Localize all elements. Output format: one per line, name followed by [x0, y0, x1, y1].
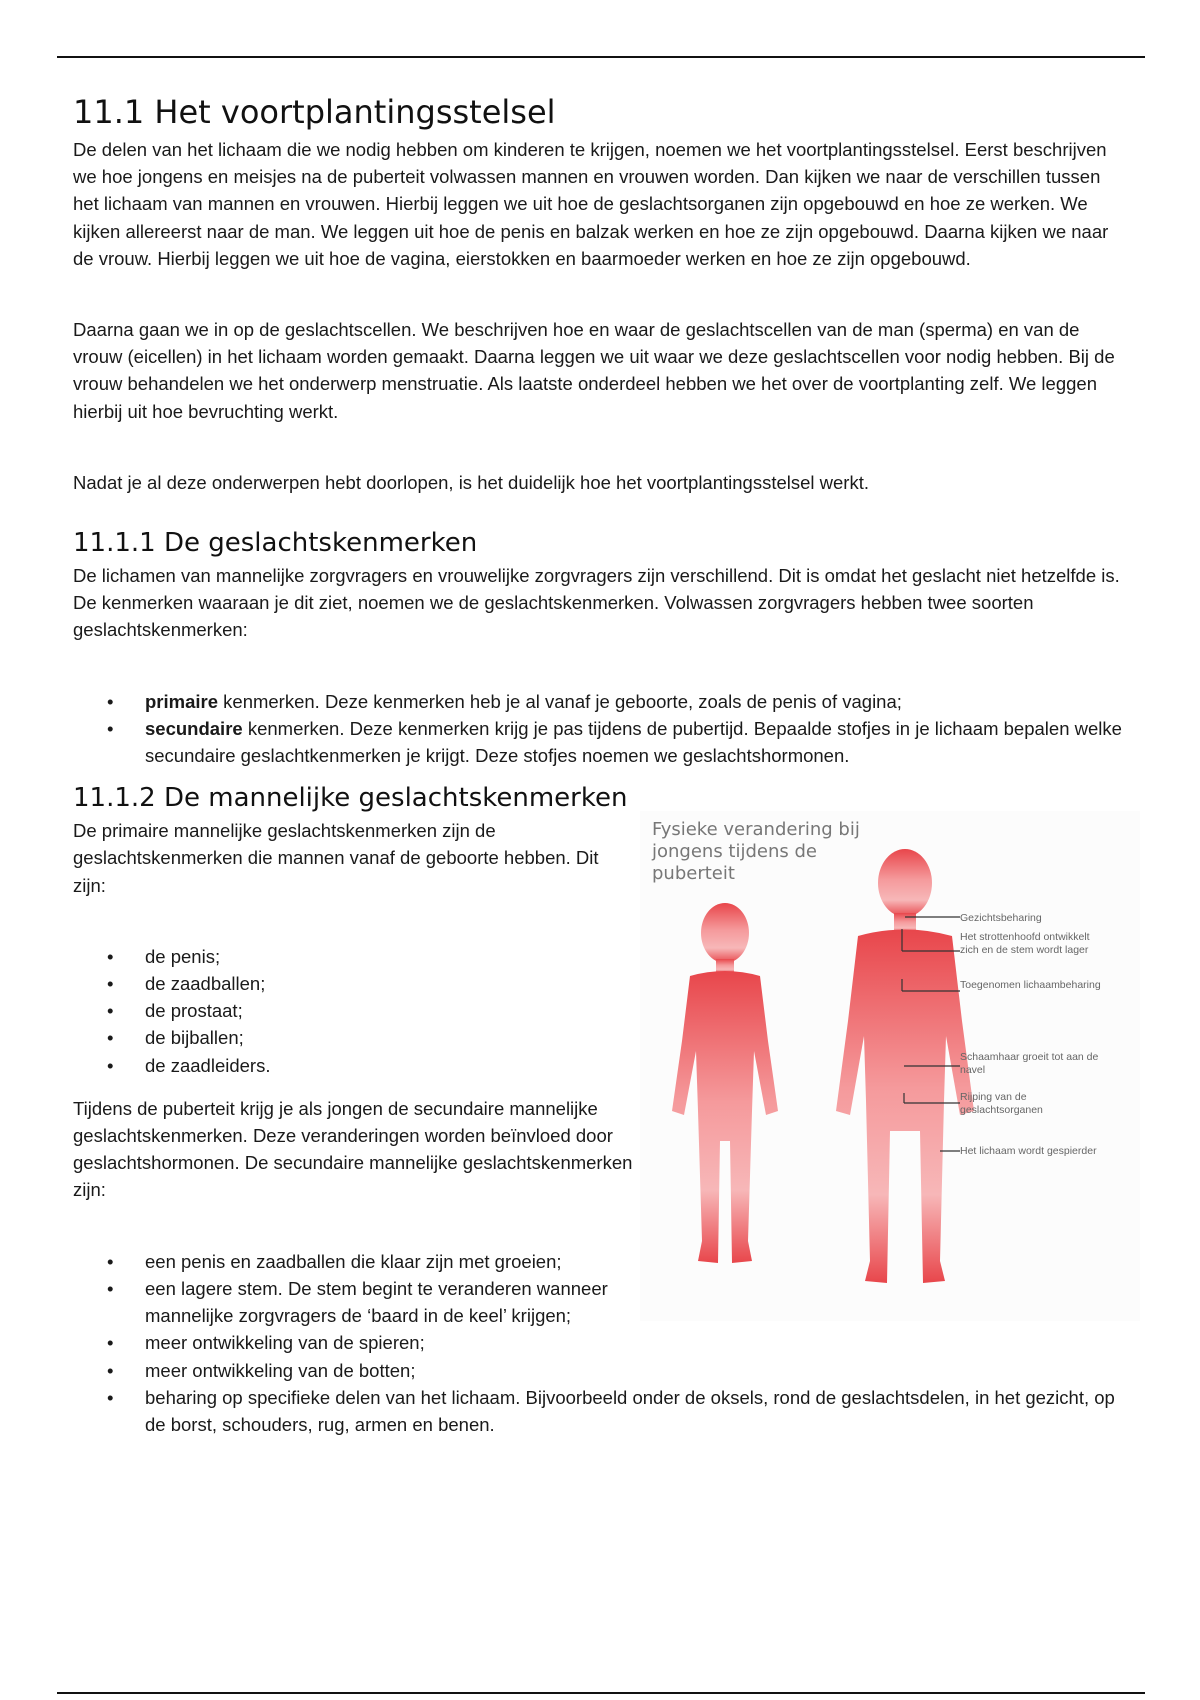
kenmerken-list — [73, 688, 1123, 770]
section-title: 11.1 Het voortplantingsstelsel — [73, 93, 556, 131]
paragraph-intro: De delen van het lichaam die we nodig hebben om kinderen te krijgen, noemen we het voortplantingsstelsel. Eerst beschrijven we hoe jongens en meisjes na de puberteit volwassen mannen en vrouwen worden. Dan kijken we naar de verschillen tussen het lichaam van mannen en vrouwen. Hierbij leggen we uit hoe de geslachtsorganen zijn opgebouwd en hoe ze werken. We kijken allereerst naar de man. We leggen uit hoe de penis en balzak werken en hoe ze zijn opgebouwd. Daarna kijken we naar de vrouw. Hierbij leggen we uit hoe de vagina, eierstokken en baarmoeder werken en hoe ze zijn opgebouwd. — [73, 139, 1109, 269]
bold-term: secundaire — [145, 717, 243, 739]
subsection-title-1: 11.1.1 De geslachtskenmerken — [73, 528, 478, 559]
annotation-label: Het strottenhoofd ontwikkelt zich en de stem wordt lager — [960, 931, 1090, 957]
list-item: • de zaadleiders. — [73, 1052, 633, 1079]
puberty-figure — [640, 811, 1140, 1321]
paragraph-primaire: De primaire mannelijke geslachtskenmerken zijn de geslachtskenmerken die mannen vanaf de geboorte hebben. Dit zijn: — [73, 820, 599, 896]
list-item: • beharing op specifieke delen van het lichaam. Bijvoorbeeld onder de oksels, rond de geslachtsdelen, in het gezicht, op de borst, schouders, rug, armen en benen. — [73, 1384, 1125, 1438]
boy-figure — [672, 903, 778, 1263]
two-column-block — [73, 817, 1123, 1438]
bold-term: primaire — [145, 690, 219, 712]
list-item-text: kenmerken. Deze kenmerken heb je al vanaf je geboorte, zoals de penis of vagina; — [218, 690, 902, 712]
annotation-label: Gezichtsbeharing — [960, 912, 1042, 925]
page-content — [73, 92, 1123, 1438]
list-item: • de zaadballen; — [73, 970, 633, 997]
paragraph-conclusion: Nadat je al deze onderwerpen hebt doorlopen, is het duidelijk hoe het voortplantingsstelsel werkt. — [73, 471, 869, 493]
list-item-text: kenmerken. Deze kenmerken krijg je pas tijdens de pubertijd. Bepaalde stofjes in je lichaam bepalen welke secundaire geslachtkenmerken je krijgt. Deze stofjes noemen we geslachtshormonen. — [145, 717, 1122, 767]
list-item — [73, 715, 1123, 769]
primary-list — [73, 943, 633, 1079]
list-item: • meer ontwikkeling van de botten; — [73, 1357, 633, 1384]
annotation-label: Het lichaam wordt gespierder — [960, 1145, 1097, 1158]
list-item: • een lagere stem. De stem begint te veranderen wanneer mannelijke zorgvragers de ‘baard in de keel’ krijgen; — [73, 1275, 633, 1329]
list-item: • de penis; — [73, 943, 633, 970]
paragraph-geslachtscellen: Daarna gaan we in op de geslachtscellen. We beschrijven hoe en waar de geslachtscellen van de man (sperma) en van de vrouw (eicellen) in het lichaam worden gemaakt. Daarna leggen we uit waar we deze geslachtscellen voor nodig hebben. Bij de vrouw behandelen we het onderwerp menstruatie. Als laatste onderdeel hebben we het over de voortplanting zelf. We leggen hierbij uit hoe bevruchting werkt. — [73, 319, 1115, 422]
list-item: • de bijballen; — [73, 1024, 633, 1051]
list-item — [73, 688, 1123, 715]
annotation-label: Rijping van de geslachtsorganen — [960, 1091, 1043, 1117]
list-item: • de prostaat; — [73, 997, 633, 1024]
annotation-label: Toegenomen lichaambeharing — [960, 979, 1101, 992]
annotation-label: Schaamhaar groeit tot aan de navel — [960, 1051, 1099, 1077]
list-item: • meer ontwikkeling van de spieren; — [73, 1329, 633, 1356]
bottom-rule — [57, 1692, 1145, 1694]
subsection-title-2: 11.1.2 De mannelijke geslachtskenmerken — [73, 783, 628, 814]
paragraph-geslachtskenmerken: De lichamen van mannelijke zorgvragers en vrouwelijke zorgvragers zijn verschillend. Dit is omdat het geslacht niet hetzelfde is. De kenmerken waaraan je dit ziet, noemen we de geslachtskenmerken. Volwassen zorgvragers hebben twee soorten geslachtskenmerken: — [73, 565, 1120, 641]
figure-title: Fysieke verandering bij jongens tijdens de puberteit — [652, 819, 860, 885]
list-item: • een penis en zaadballen die klaar zijn met groeien; — [73, 1248, 633, 1275]
paragraph-secundaire: Tijdens de puberteit krijg je als jongen de secundaire mannelijke geslachtskenmerken. Deze veranderingen worden beïnvloed door geslachtshormonen. De secundaire mannelijke geslachtskenmerken zijn: — [73, 1097, 633, 1201]
secondary-list — [73, 1248, 1115, 1438]
top-rule — [57, 56, 1145, 58]
